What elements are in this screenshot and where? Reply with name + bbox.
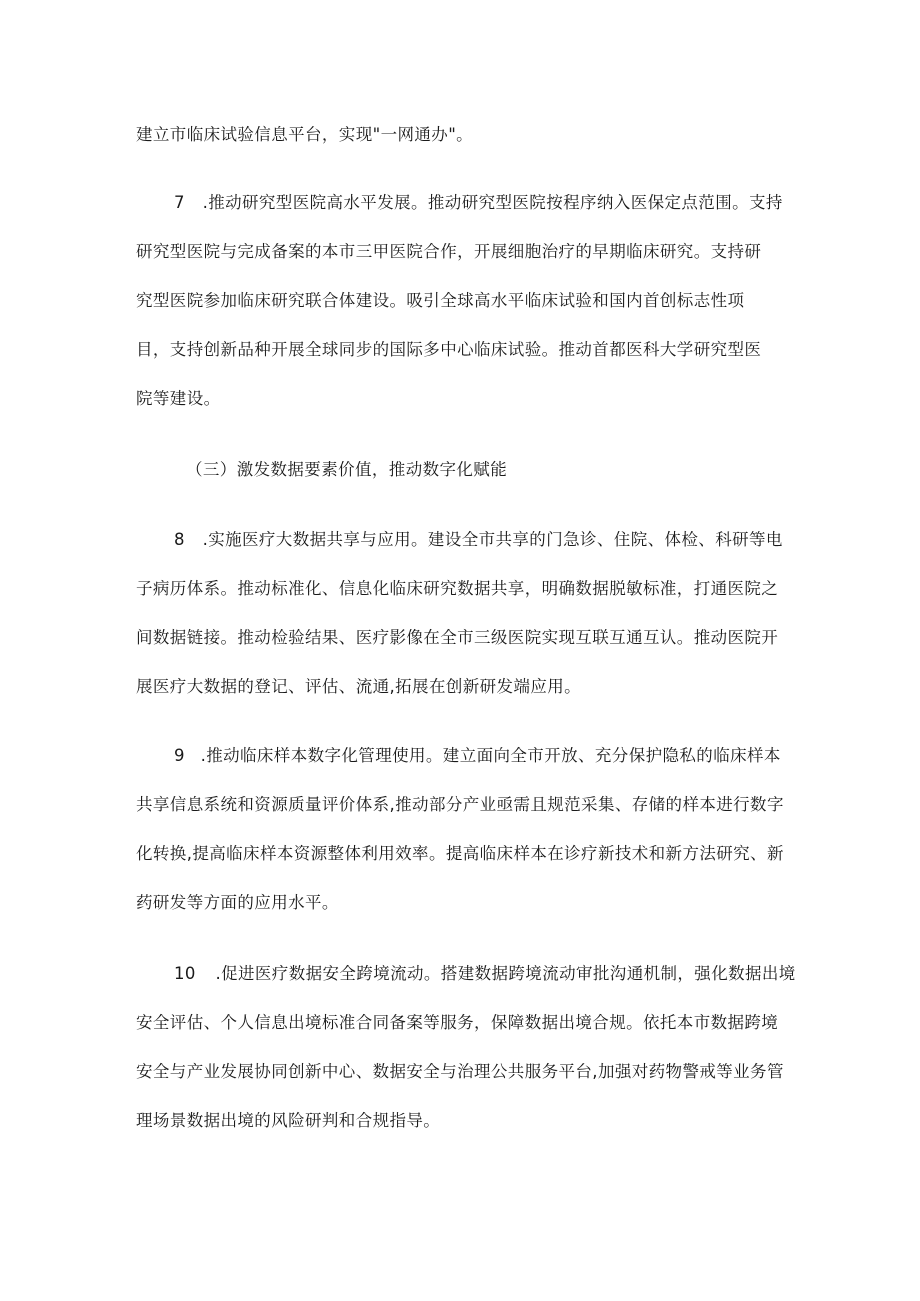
item-number: 9: [174, 746, 185, 765]
text-line: 化转换,提高临床样本资源整体利用效率。提高临床样本在诊疗新技术和新方法研究、新: [136, 844, 784, 863]
section-heading: （三）激发数据要素价值，推动数字化赋能: [186, 460, 508, 479]
text-line: 理场景数据出境的风险研判和合规指导。: [136, 1111, 441, 1130]
text-line: 共享信息系统和资源质量评价体系,推动部分产业亟需且规范采集、存储的样本进行数字: [136, 795, 784, 814]
text-line: 间数据链接。推动检验结果、医疗影像在全市三级医院实现互联互通互认。推动医院开: [136, 628, 779, 647]
text-segment: .推动临床样本数字化管理使用。建立面向全市开放、充分保护隐私的临床样本: [200, 746, 781, 765]
text-line: 究型医院参加临床研究联合体建设。吸引全球高水平临床试验和国内首创标志性项: [136, 291, 745, 310]
text-line: [174, 963, 796, 985]
text-line: 建立市临床试验信息平台，实现"一网通办"。: [136, 125, 474, 144]
text-line: 药研发等方面的应用水平。: [136, 893, 339, 912]
text-line: [174, 745, 781, 767]
text-line: 展医疗大数据的登记、评估、流通,拓展在创新研发端应用。: [136, 677, 582, 696]
text-line: 目，支持创新品种开展全球同步的国际多中心临床试验。推动首都医科大学研究型医: [136, 340, 762, 359]
text-segment: .推动研究型医院高水平发展。推动研究型医院按程序纳入医保定点范围。支持: [202, 193, 783, 212]
item-number: 8: [174, 530, 185, 549]
text-line: 子病历体系。推动标准化、信息化临床研究数据共享，明确数据脱敏标准，打通医院之: [136, 579, 779, 598]
text-line: 安全评估、个人信息出境标准合同备案等服务，保障数据出境合规。依托本市数据跨境: [136, 1013, 779, 1032]
text-segment: .实施医疗大数据共享与应用。建设全市共享的门急诊、住院、体检、科研等电: [202, 530, 783, 549]
item-number: 7: [174, 193, 185, 212]
text-line: 安全与产业发展协同创新中心、数据安全与治理公共服务平台,加强对药物警戒等业务管: [136, 1062, 784, 1081]
text-segment: .促进医疗数据安全跨境流动。搭建数据跨境流动审批沟通机制，强化数据出境: [215, 964, 796, 983]
text-line: [174, 529, 783, 551]
text-line: [174, 192, 783, 214]
text-line: 研究型医院与完成备案的本市三甲医院合作，开展细胞治疗的早期临床研究。支持研: [136, 242, 762, 261]
text-line: 院等建设。: [136, 389, 221, 408]
paragraph-continuation: [136, 124, 473, 146]
item-number: 10: [174, 964, 196, 983]
